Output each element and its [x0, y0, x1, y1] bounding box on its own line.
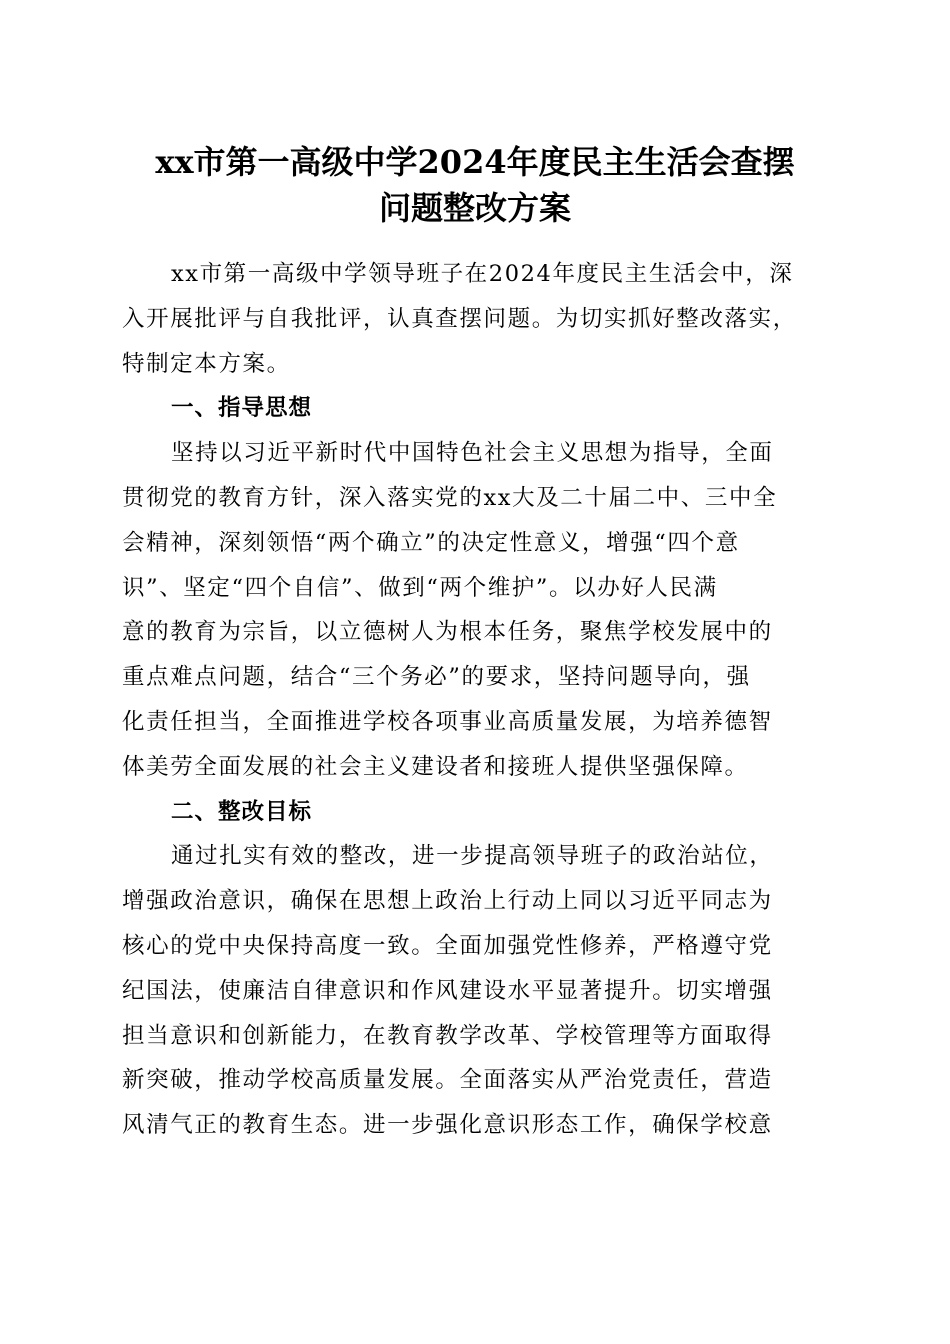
paragraph-line: 增强政治意识，确保在思想上政治上行动上同以习近平同志为 [122, 888, 773, 915]
paragraph-line: 新突破，推动学校高质量发展。全面落实从严治党责任，营造 [122, 1067, 773, 1094]
paragraph-line: 体美劳全面发展的社会主义建设者和接班人提供坚强保障。 [122, 753, 749, 780]
paragraph-line: 特制定本方案。 [122, 350, 291, 377]
document-body [122, 252, 827, 1148]
paragraph-line: 化责任担当，全面推进学校各项事业高质量发展，为培养德智 [122, 708, 773, 735]
paragraph-line: 担当意识和创新能力，在教育教学改革、学校管理等方面取得 [122, 1022, 773, 1049]
paragraph-line: xx市第一高级中学领导班子在2024年度民主生活会中，深 [171, 261, 794, 287]
paragraph-line: 重点难点问题，结合“三个务必”的要求，坚持问题导向，强 [122, 664, 751, 691]
paragraph-line: 意的教育为宗旨，以立德树人为根本任务，聚焦学校发展中的 [122, 619, 773, 646]
paragraph-line: 会精神，深刻领悟“两个确立”的决定性意义，增强“四个意 [122, 529, 740, 556]
paragraph-line: 核心的党中央保持高度一致。全面加强党性修养，严格遵守党 [122, 932, 773, 959]
document-title-line-2: 问题整改方案 [378, 189, 571, 227]
section-heading-guiding-ideology: 一、指导思想 [171, 395, 313, 422]
paragraph-line: 入开展批评与自我批评，认真查摆问题。为切实抓好整改落实， [122, 305, 797, 332]
document-title-line-1: xx市第一高级中学2024年度民主生活会查摆 [155, 143, 795, 181]
paragraph-line: 风清气正的教育生态。进一步强化意识形态工作，确保学校意 [122, 1112, 773, 1139]
paragraph-line: 识”、坚定“四个自信”、做到“两个维护”。以办好人民满 [122, 574, 718, 601]
paragraph-line: 贯彻党的教育方针，深入落实党的xx大及二十届二中、三中全 [122, 484, 778, 511]
paragraph-line: 坚持以习近平新时代中国特色社会主义思想为指导，全面 [171, 440, 774, 467]
paragraph-line: 通过扎实有效的整改，进一步提高领导班子的政治站位， [171, 843, 774, 870]
section-heading-rectification-goals: 二、整改目标 [171, 798, 313, 825]
paragraph-line: 纪国法，使廉洁自律意识和作风建设水平显著提升。切实增强 [122, 977, 773, 1004]
